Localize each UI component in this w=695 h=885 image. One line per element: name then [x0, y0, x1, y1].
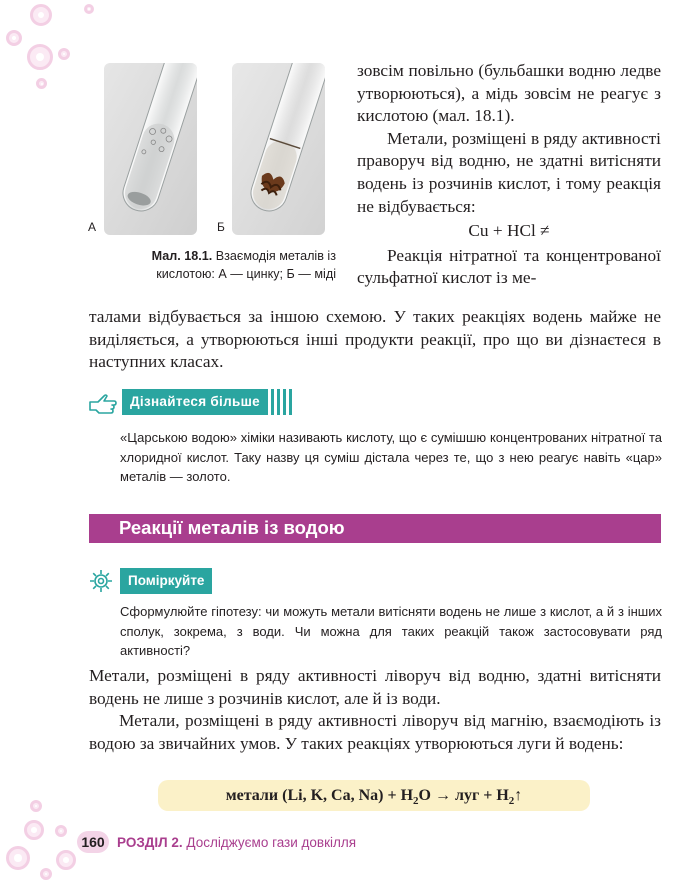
chapter-number: РОЗДІЛ 2. [117, 834, 183, 850]
pointing-hand-icon [88, 390, 118, 414]
chapter-title [117, 835, 356, 850]
decor-bubble [6, 846, 30, 870]
figure-caption-number: Мал. 18.1. [151, 249, 213, 263]
decor-bubble [56, 850, 76, 870]
decor-bubble [36, 78, 47, 89]
formula-sub-1: 2 [413, 795, 419, 808]
right-column [357, 60, 661, 290]
formula-left: метали (Li, K, Ca, Na) + H [225, 787, 414, 804]
decor-bubble [6, 30, 22, 46]
decor-bubble [24, 820, 44, 840]
think-heading [88, 568, 212, 594]
decor-bubble [30, 800, 42, 812]
gear-icon [88, 568, 114, 594]
reaction-formula [158, 780, 590, 811]
figure-caption [96, 247, 336, 283]
formula-sub-2: 2 [508, 795, 515, 808]
paragraph-2: Метали, розміщені в ряду активності праворуч від водню, не здатні витісняти водень із розчинів кислот, і тому реакція не відбувається: [357, 128, 661, 216]
decor-bubble [55, 825, 67, 837]
decor-bubble [27, 44, 53, 70]
learn-more-label: Дізнайтеся більше [122, 389, 268, 415]
paragraph-3-rest: талами відбувається за іншою схемою. У таких реакціях водень майже не виділяється, а утворюються інші продукти реакції, про що ви дізнаєтеся в наступних класах. [89, 307, 661, 372]
formula-mid: O → луг + H [418, 787, 509, 804]
figure-caption-text: Взаємодія металів із кислотою: А — цинку; Б — міді [156, 249, 336, 281]
decor-bubble [30, 4, 52, 26]
photo-zinc-test-tube [104, 63, 197, 235]
heading-stripes [271, 389, 295, 415]
decor-bubble [84, 4, 94, 14]
paragraph-3-rest-block [89, 306, 661, 374]
gas-arrow-icon: ↑ [514, 787, 523, 804]
section-title: Реакції металів із водою [119, 517, 345, 538]
learn-more-text: «Царською водою» хіміки називають кислоту, що є сумішшю концентрованих нітратної та хлоридної кислот. Таку назву ця суміш дістала через те, що з нею реагує навіть «цар» металів — золото. [120, 430, 662, 484]
photo-label-a: А [88, 220, 97, 234]
paragraph-5: Метали, розміщені в ряду активності ліворуч від магнію, взаємодіють із водою за звичайних умов. У таких реакціях утворюються луги й водень: [89, 711, 661, 753]
page-number: 160 [77, 831, 109, 853]
learn-more-heading [88, 389, 295, 415]
chapter-name: Досліджуємо гази довкілля [186, 834, 357, 850]
decor-bubble [40, 868, 52, 880]
paragraph-3-start: Реакція нітратної та концентрованої сульфатної кислот із ме- [357, 245, 661, 288]
paragraph-1: зовсім повільно (бульбашки водню ледве утворюються), а мідь зовсім не реагує з кислотою (мал. 18.1). [357, 61, 661, 126]
think-label: Поміркуйте [120, 568, 212, 594]
equation-cu-hcl: Cu + HCl ≠ [468, 221, 550, 241]
think-text: Сформулюйте гіпотезу: чи можуть метали витісняти водень не лише з кислот, а й з інших сполук, зокрема, з води. Чи можна для таких реакцій також застосовувати ряд активності? [120, 604, 662, 658]
section-header [89, 514, 661, 543]
photo-copper-test-tube [232, 63, 325, 235]
page-footer [77, 829, 356, 855]
decor-bubble [58, 48, 70, 60]
paragraph-4: Метали, розміщені в ряду активності ліворуч від водню, здатні витісняти водень не лише з розчинів кислот, але й із води. [89, 666, 661, 708]
body-block [89, 665, 661, 755]
photo-label-b: Б [217, 220, 225, 234]
